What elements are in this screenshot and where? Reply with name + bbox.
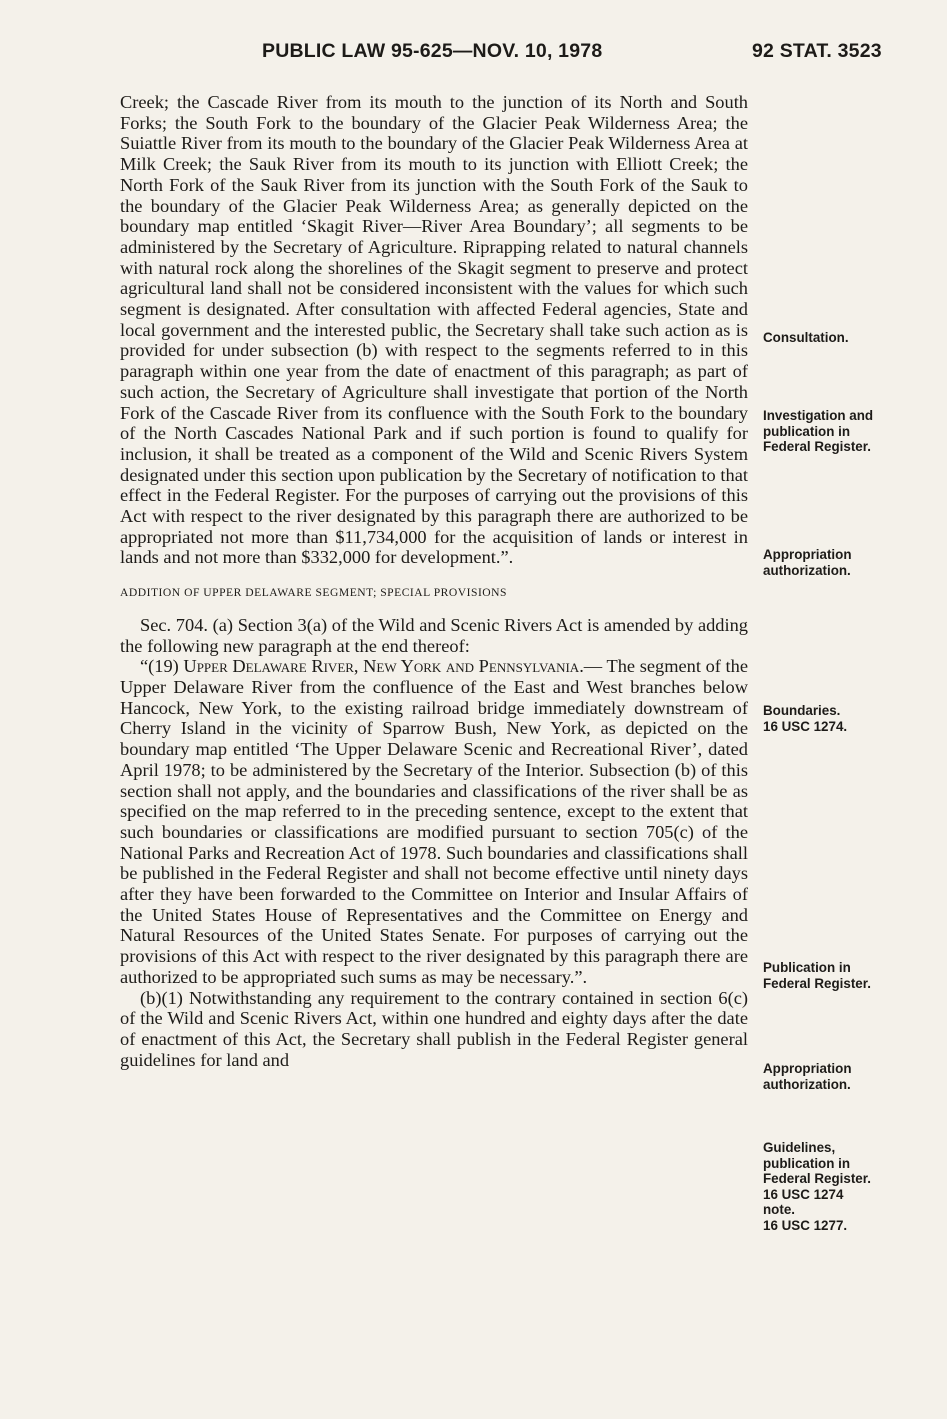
paragraph-19-heading: “(19) Upper Delaware River, New York and Pennsylvania.— — [140, 656, 603, 677]
margin-note-line: note. — [763, 1202, 795, 1218]
margin-note-line: Appropriation — [763, 1061, 852, 1076]
margin-note-line: Consultation. — [763, 330, 849, 345]
statute-body — [120, 92, 748, 1070]
paragraph-sec-704-a: Sec. 704. (a) Section 3(a) of the Wild and Scenic Rivers Act is amended by adding the following new paragraph at the end thereof: — [120, 614, 748, 656]
margin-note-appropriation-2 — [763, 1061, 852, 1092]
running-title: PUBLIC LAW 95-625—NOV. 10, 1978 — [262, 40, 603, 62]
margin-note-guidelines — [763, 1140, 871, 1234]
margin-note-line: Investigation and — [763, 408, 874, 423]
margin-note-line: 16 USC 1274 — [763, 1186, 844, 1202]
margin-note-line: Publication in — [763, 960, 851, 975]
margin-note-boundaries — [763, 703, 847, 734]
section-heading: ADDITION OF UPPER DELAWARE SEGMENT; SPECIAL PROVISIONS — [120, 586, 507, 600]
margin-note-line: 16 USC 1277. — [763, 1217, 848, 1233]
paragraph-19-upper-delaware — [120, 656, 748, 987]
margin-note-line: Appropriation — [763, 547, 852, 562]
paragraph-sec-704-b: (b)(1) Notwithstanding any requirement to the contrary contained in section 6(c) of the Wild and Scenic Rivers Act, within one hundred and eighty days after the date of enactment of this Act, the Secretary shall publish in the Federal Register general guidelines for land and — [120, 987, 748, 1070]
margin-note-appropriation-1 — [763, 547, 852, 578]
margin-note-consultation — [763, 330, 849, 346]
margin-note-line: Boundaries. — [763, 703, 841, 718]
margin-note-line: publication in — [763, 423, 851, 439]
paragraph-skagit-continuation: Creek; the Cascade River from its mouth to the junction of its North and South Forks; the South Fork to the boundary of the Glacier Peak Wilderness Area; the Suiattle River from its mouth to the boundary of the Glacier Peak Wilderness Area at Milk Creek; the Sauk River from its mouth to its junction with Elliott Creek; the North Fork of the Sauk River from its junction with the South Fork of the Sauk to the boundary of the Glacier Peak Wilderness Area; as generally depicted on the boundary map entitled ‘Skagit River—River Area Boundary’; all segments to be administered by the Secretary of Agriculture. Riprapping related to natural channels with natural rock along the shorelines of the Skagit segment to preserve and protect agricultural land shall not be considered inconsistent with the values for which such segment is designated. After consultation with affected Federal agencies, State and local government and the interested public, the Secretary shall take such action as is provided for under subsection (b) with respect to the segments referred to in this paragraph within one year from the date of enactment of this paragraph; as part of such action, the Secretary of Agriculture shall investigate that portion of the North Fork of the Cascade River from its confluence with the South Fork to the boundary of the North Cascades National Park and if such portion is found to qualify for inclusion, it shall be treated as a component of the Wild and Scenic Rivers System designated under this section upon publication by the Secretary of notification to that effect in the Federal Register. For the purposes of carrying out the provisions of this Act with respect to the river designated by this paragraph there are authorized to be appropriated not more than $11,734,000 for the acquisition of lands or interest in lands and not more than $332,000 for development.”. — [120, 92, 748, 568]
margin-note-publication — [763, 960, 871, 991]
margin-note-line: Federal Register. — [763, 1171, 871, 1187]
margin-note-line: publication in — [763, 1155, 851, 1171]
margin-note-line: 16 USC 1274. — [763, 718, 848, 734]
paragraph-19-text: The segment of the Upper Delaware River from the confluence of the East and West branches below Hancock, New York, to the existing railroad bridge immediately downstream of Cherry Island in the vicinity of Sparrow Bush, New York, as depicted on the boundary map entitled ‘The Upper Delaware Scenic and Recreational River’, dated April 1978; to be administered by the Secretary of the Interior. Subsection (b) of this section shall not apply, and the boundaries and classifications of the river shall be as specified on the map referred to in the preceding sentence, except to the extent that such boundaries or classifications are modified pursuant to section 705(c) of the National Parks and Recreation Act of 1978. Such boundaries and classifications shall be published in the Federal Register and shall not become effective until ninety days after they have been forwarded to the Committee on Interior and Insular Affairs of the United States House of Representatives and the Committee on Energy and Natural Resources of the United States Senate. For purposes of carrying out the provisions of this Act with respect to the river designated by this paragraph there are authorized to be appropriated such sums as may be necessary.”. — [120, 656, 748, 987]
margin-note-line: Federal Register. — [763, 439, 871, 455]
margin-note-line: Federal Register. — [763, 975, 871, 991]
margin-note-investigation — [763, 408, 873, 455]
stat-page-number: 92 STAT. 3523 — [752, 40, 882, 62]
margin-note-line: authorization. — [763, 562, 851, 578]
margin-note-line: Guidelines, — [763, 1140, 836, 1155]
margin-note-line: authorization. — [763, 1076, 851, 1092]
